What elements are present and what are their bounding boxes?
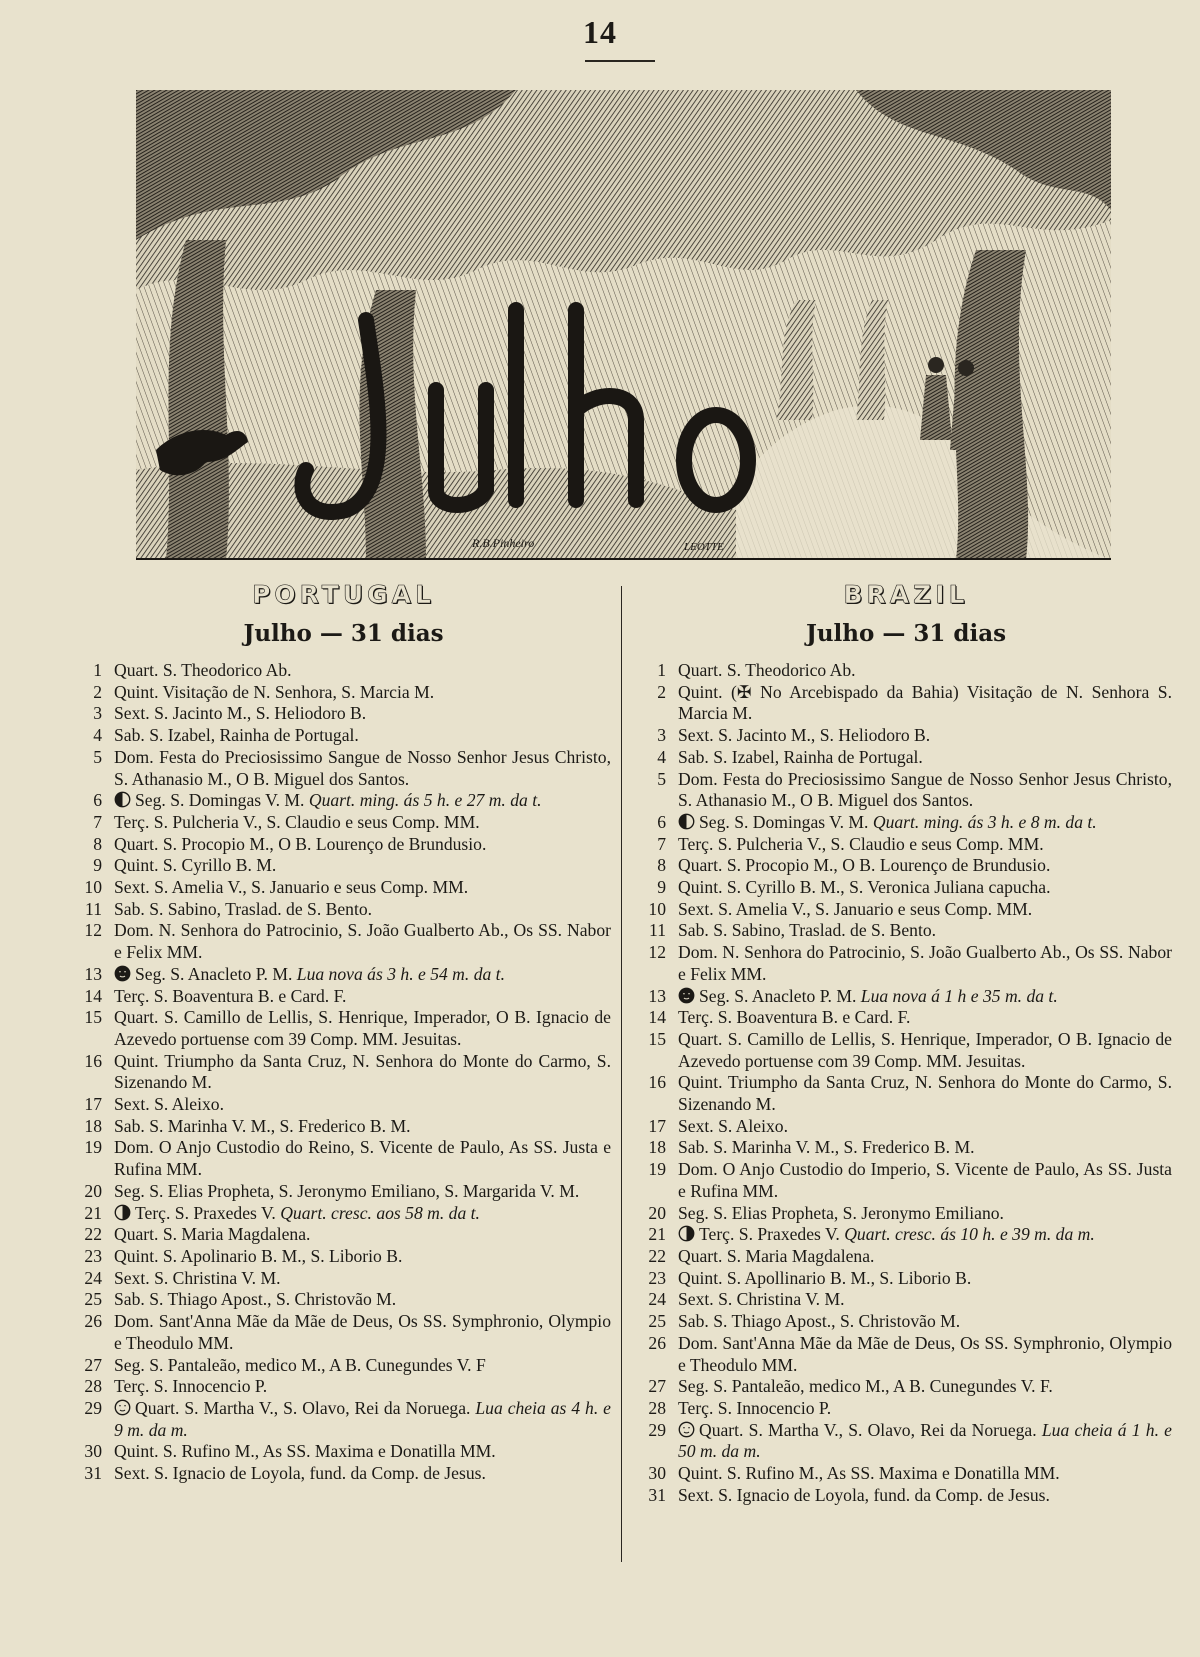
day-entry bbox=[640, 769, 1172, 812]
day-text: Dom. N. Senhora do Patrocinio, S. João Gualberto Ab., Os SS. Nabor e Felix MM. bbox=[114, 920, 611, 963]
day-text: Sext. S. Jacinto M., S. Heliodoro B. bbox=[114, 703, 367, 724]
day-text: Quart. S. Camillo de Lellis, S. Henrique, Imperador, O B. Ignacio de Azevedo portuense com 39 Comp. MM. Jesuitas. bbox=[678, 1028, 1172, 1071]
day-text: Sext. S. Aleixo. bbox=[114, 1094, 224, 1115]
day-entry bbox=[640, 660, 1172, 682]
day-number: 5 bbox=[657, 768, 666, 789]
day-number: 6 bbox=[93, 790, 102, 811]
day-text: Quart. S. Theodorico Ab. bbox=[114, 660, 292, 680]
day-text: Terç. S. Pulcheria V., S. Claudio e seus Comp. MM. bbox=[678, 833, 1044, 854]
day-text: Seg. S. Pantaleão, medico M., A B. Cunegundes V. F bbox=[114, 1354, 486, 1375]
country-heading-portugal: PORTUGAL bbox=[252, 580, 435, 609]
day-entry bbox=[640, 682, 1172, 725]
day-text: Quint. S. Apollinario B. M., S. Liborio B. bbox=[678, 1267, 972, 1288]
moon-phase-note: Quart. cresc. ás 10 h. e 39 m. da m. bbox=[844, 1224, 1095, 1245]
month-header-portugal: Julho — 31 dias bbox=[243, 620, 444, 647]
day-entry bbox=[640, 834, 1172, 856]
day-number: 7 bbox=[657, 833, 666, 854]
last-quarter-moon-icon bbox=[114, 791, 131, 808]
day-text: Quint. Triumpho da Santa Cruz, N. Senhora do Monte do Carmo, S. Sizenando M. bbox=[114, 1050, 611, 1093]
day-text: Dom. N. Senhora do Patrocinio, S. João Gualberto Ab., Os SS. Nabor e Felix MM. bbox=[678, 942, 1172, 984]
day-number: 22 bbox=[84, 1224, 102, 1245]
day-entry bbox=[640, 1376, 1172, 1398]
day-text: Dom. Sant'Anna Mãe da Mãe de Deus, Os SS. Symphronio, Olympio e Theodulo MM. bbox=[114, 1311, 611, 1353]
day-entry bbox=[640, 855, 1172, 877]
new-moon-icon bbox=[114, 965, 131, 982]
day-entry bbox=[76, 834, 611, 856]
day-text: Seg. S. Elias Propheta, S. Jeronymo Emiliano. bbox=[678, 1202, 1004, 1223]
day-entry bbox=[76, 1203, 611, 1225]
moon-phase-note: Lua nova ás 3 h. e 54 m. da t. bbox=[296, 963, 505, 984]
engraver-signature-right: LEOTTE bbox=[684, 541, 724, 553]
day-text: Quint. Triumpho da Santa Cruz, N. Senhora do Monte do Carmo, S. Sizenando M. bbox=[678, 1072, 1172, 1115]
day-entry bbox=[76, 1094, 611, 1116]
day-number: 12 bbox=[648, 942, 666, 963]
day-number: 24 bbox=[648, 1289, 666, 1310]
day-entry bbox=[640, 877, 1172, 899]
day-entry bbox=[76, 1137, 611, 1180]
day-entry bbox=[640, 1203, 1172, 1225]
day-number: 31 bbox=[84, 1463, 102, 1484]
day-number: 7 bbox=[93, 811, 102, 832]
day-text: Seg. S. Anacleto P. M. bbox=[699, 985, 857, 1006]
day-number: 25 bbox=[84, 1289, 102, 1310]
full-moon-icon bbox=[678, 1421, 695, 1438]
day-entry bbox=[640, 1311, 1172, 1333]
day-number: 28 bbox=[84, 1376, 102, 1397]
day-number: 16 bbox=[84, 1050, 102, 1071]
day-text: Sab. S. Marinha V. M., S. Frederico B. M. bbox=[114, 1115, 411, 1136]
day-number: 28 bbox=[648, 1397, 666, 1418]
day-number: 14 bbox=[648, 1007, 666, 1028]
day-number: 9 bbox=[657, 877, 666, 898]
day-entry bbox=[76, 920, 611, 963]
day-number: 31 bbox=[648, 1484, 666, 1505]
month-header-brazil: Julho — 31 dias bbox=[805, 620, 1007, 647]
day-text: Quart. S. Camillo de Lellis, S. Henrique, Imperador, O B. Ignacio de Azevedo portuense com 39 Comp. MM. Jesuitas. bbox=[114, 1007, 611, 1049]
page-number-rule bbox=[585, 60, 655, 62]
day-entry bbox=[640, 899, 1172, 921]
day-text: Quart. S. Theodorico Ab. bbox=[678, 660, 856, 680]
day-number: 16 bbox=[648, 1072, 666, 1093]
day-entry bbox=[640, 1420, 1172, 1463]
day-number: 14 bbox=[84, 985, 102, 1006]
day-entry bbox=[76, 1311, 611, 1354]
day-text: Seg. S. Domingas V. M. bbox=[699, 811, 869, 832]
day-number: 19 bbox=[648, 1159, 666, 1180]
day-entry bbox=[76, 1355, 611, 1377]
day-entry bbox=[76, 899, 611, 921]
country-heading-brazil: BRAZIL bbox=[843, 580, 969, 609]
moon-phase-note: Lua cheia á 1 h. e 50 m. da m. bbox=[678, 1419, 1172, 1462]
day-entry bbox=[76, 1181, 611, 1203]
day-number: 6 bbox=[657, 811, 666, 832]
full-moon-icon bbox=[114, 1399, 131, 1416]
day-entry bbox=[76, 725, 611, 747]
day-number: 4 bbox=[93, 725, 102, 746]
day-text: Dom. O Anjo Custodio do Imperio, S. Vicente de Paulo, As SS. Justa e Rufina MM. bbox=[678, 1159, 1172, 1201]
day-number: 10 bbox=[648, 898, 666, 919]
day-text: Quart. S. Martha V., S. Olavo, Rei da Noruega. bbox=[699, 1419, 1037, 1440]
day-text: Sext. S. Christina V. M. bbox=[114, 1267, 281, 1288]
day-entry bbox=[76, 986, 611, 1008]
day-text: Sext. S. Ignacio de Loyola, fund. da Comp. de Jesus. bbox=[114, 1463, 486, 1484]
day-number: 11 bbox=[649, 920, 666, 941]
day-entry bbox=[640, 1246, 1172, 1268]
day-number: 21 bbox=[648, 1224, 666, 1245]
day-entry bbox=[640, 1007, 1172, 1029]
column-divider bbox=[621, 586, 622, 1562]
moon-phase-note: Quart. ming. ás 5 h. e 27 m. da t. bbox=[308, 790, 542, 811]
day-entry bbox=[640, 1159, 1172, 1202]
day-text: Sext. S. Amelia V., S. Januario e seus Comp. MM. bbox=[678, 898, 1033, 919]
day-entry bbox=[76, 1268, 611, 1290]
day-number: 1 bbox=[657, 660, 666, 680]
day-text: Terç. S. Praxedes V. bbox=[135, 1202, 276, 1223]
day-entry bbox=[76, 812, 611, 834]
day-number: 30 bbox=[84, 1441, 102, 1462]
day-entry bbox=[640, 1029, 1172, 1072]
moon-phase-note: Quart. ming. ás 3 h. e 8 m. da t. bbox=[872, 811, 1097, 832]
day-number: 4 bbox=[657, 746, 666, 767]
day-text: Sext. S. Ignacio de Loyola, fund. da Comp. de Jesus. bbox=[678, 1484, 1050, 1505]
last-quarter-moon-icon bbox=[678, 813, 695, 830]
day-number: 26 bbox=[84, 1311, 102, 1332]
day-text: Dom. O Anjo Custodio do Reino, S. Vicente de Paulo, As SS. Justa e Rufina MM. bbox=[114, 1137, 611, 1180]
day-number: 15 bbox=[84, 1007, 102, 1028]
day-text: Sab. S. Thiago Apost., S. Christovão M. bbox=[114, 1289, 397, 1310]
day-entry bbox=[76, 660, 611, 682]
day-entry bbox=[640, 725, 1172, 747]
day-list-brazil bbox=[640, 660, 1172, 1506]
day-number: 29 bbox=[648, 1419, 666, 1440]
day-number: 17 bbox=[648, 1115, 666, 1136]
day-entry bbox=[76, 1441, 611, 1463]
day-entry bbox=[76, 877, 611, 899]
day-text: Quart. S. Maria Magdalena. bbox=[678, 1245, 875, 1266]
day-entry bbox=[640, 1333, 1172, 1376]
day-entry bbox=[76, 1289, 611, 1311]
day-text: Sab. S. Thiago Apost., S. Christovão M. bbox=[678, 1311, 961, 1332]
day-text: Terç. S. Innocencio P. bbox=[678, 1397, 832, 1418]
day-entry bbox=[76, 747, 611, 790]
day-number: 8 bbox=[657, 855, 666, 876]
day-entry bbox=[76, 703, 611, 725]
day-number: 9 bbox=[93, 855, 102, 876]
day-number: 26 bbox=[648, 1332, 666, 1353]
day-entry bbox=[640, 986, 1172, 1008]
day-entry bbox=[76, 1376, 611, 1398]
day-text: Dom. Festa do Preciosissimo Sangue de Nosso Senhor Jesus Christo, S. Athanasio M., O B. Miguel dos Santos. bbox=[678, 768, 1172, 811]
day-number: 12 bbox=[84, 920, 102, 941]
day-entry bbox=[640, 747, 1172, 769]
day-number: 5 bbox=[93, 746, 102, 767]
day-entry bbox=[640, 812, 1172, 834]
day-text: Quint. S. Rufino M., As SS. Maxima e Donatilla MM. bbox=[678, 1463, 1060, 1484]
day-number: 24 bbox=[84, 1267, 102, 1288]
day-number: 23 bbox=[648, 1267, 666, 1288]
day-number: 2 bbox=[93, 681, 102, 702]
day-number: 8 bbox=[93, 833, 102, 854]
day-text: Sab. S. Izabel, Rainha de Portugal. bbox=[678, 746, 923, 767]
day-text: Terç. S. Boaventura B. e Card. F. bbox=[678, 1007, 911, 1028]
day-text: Sab. S. Sabino, Traslad. de S. Bento. bbox=[114, 898, 373, 919]
day-number: 1 bbox=[93, 660, 102, 680]
day-text: Sext. S. Jacinto M., S. Heliodoro B. bbox=[678, 725, 931, 746]
day-number: 20 bbox=[84, 1180, 102, 1201]
day-text: Quart. S. Procopio M., O B. Lourenço de Brundusio. bbox=[114, 833, 487, 854]
day-number: 30 bbox=[648, 1463, 666, 1484]
first-quarter-moon-icon bbox=[114, 1204, 131, 1221]
day-text: Quint. (✠ No Arcebispado da Bahia) Visitação de N. Senhora S. Marcia M. bbox=[678, 681, 1172, 724]
day-number: 19 bbox=[84, 1137, 102, 1158]
day-number: 11 bbox=[85, 898, 102, 919]
day-entry bbox=[640, 942, 1172, 985]
day-text: Terç. S. Praxedes V. bbox=[699, 1224, 840, 1245]
first-quarter-moon-icon bbox=[678, 1225, 695, 1242]
day-entry bbox=[76, 790, 611, 812]
day-text: Quint. Visitação de N. Senhora, S. Marcia M. bbox=[114, 681, 435, 702]
brazil-column bbox=[640, 578, 1172, 1506]
day-text: Quint. S. Rufino M., As SS. Maxima e Donatilla MM. bbox=[114, 1441, 496, 1462]
day-number: 13 bbox=[84, 963, 102, 984]
day-entry bbox=[640, 1398, 1172, 1420]
moon-phase-note: Lua nova á 1 h e 35 m. da t. bbox=[860, 985, 1058, 1006]
day-number: 22 bbox=[648, 1245, 666, 1266]
page-number: 14 bbox=[583, 14, 617, 50]
day-entry bbox=[640, 1485, 1172, 1507]
day-text: Quint. S. Cyrillo B. M. bbox=[114, 855, 277, 876]
day-number: 2 bbox=[657, 681, 666, 702]
day-entry bbox=[76, 682, 611, 704]
day-text: Sab. S. Sabino, Traslad. de S. Bento. bbox=[678, 920, 937, 941]
day-text: Seg. S. Domingas V. M. bbox=[135, 790, 305, 811]
day-entry bbox=[76, 1007, 611, 1050]
day-number: 18 bbox=[84, 1115, 102, 1136]
day-text: Sext. S. Christina V. M. bbox=[678, 1289, 845, 1310]
moon-phase-note: Quart. cresc. aos 58 m. da t. bbox=[280, 1202, 480, 1223]
day-number: 3 bbox=[657, 725, 666, 746]
day-text: Quart. S. Procopio M., O B. Lourenço de Brundusio. bbox=[678, 855, 1051, 876]
day-entry bbox=[640, 1268, 1172, 1290]
day-number: 15 bbox=[648, 1028, 666, 1049]
day-number: 23 bbox=[84, 1245, 102, 1266]
day-entry bbox=[640, 1116, 1172, 1138]
day-text: Dom. Festa do Preciosissimo Sangue de Nosso Senhor Jesus Christo, S. Athanasio M., O B. Miguel dos Santos. bbox=[114, 746, 611, 789]
day-entry bbox=[76, 1246, 611, 1268]
engraver-signature-left: R.B.Pinheiro bbox=[472, 536, 535, 550]
day-entry bbox=[640, 1463, 1172, 1485]
day-text: Sab. S. Izabel, Rainha de Portugal. bbox=[114, 725, 359, 746]
day-text: Sab. S. Marinha V. M., S. Frederico B. M. bbox=[678, 1137, 975, 1158]
day-entry bbox=[76, 1051, 611, 1094]
day-entry bbox=[76, 1116, 611, 1138]
day-number: 3 bbox=[93, 703, 102, 724]
day-list-portugal bbox=[76, 660, 611, 1485]
forest-engraving-illustration bbox=[136, 90, 1111, 560]
new-moon-icon bbox=[678, 987, 695, 1004]
day-text: Quart. S. Maria Magdalena. bbox=[114, 1224, 311, 1245]
day-number: 10 bbox=[84, 877, 102, 898]
day-number: 27 bbox=[84, 1354, 102, 1375]
day-text: Seg. S. Pantaleão, medico M., A B. Cunegundes V. F. bbox=[678, 1376, 1053, 1397]
day-text: Seg. S. Anacleto P. M. bbox=[135, 963, 293, 984]
day-text: Terç. S. Boaventura B. e Card. F. bbox=[114, 985, 347, 1006]
day-text: Quart. S. Martha V., S. Olavo, Rei da Noruega. bbox=[135, 1397, 471, 1418]
day-entry bbox=[640, 1289, 1172, 1311]
day-entry bbox=[76, 855, 611, 877]
day-number: 29 bbox=[84, 1397, 102, 1418]
day-text: Sext. S. Amelia V., S. Januario e seus Comp. MM. bbox=[114, 877, 469, 898]
day-number: 18 bbox=[648, 1137, 666, 1158]
day-entry bbox=[76, 1463, 611, 1485]
day-entry bbox=[76, 964, 611, 986]
day-text: Seg. S. Elias Propheta, S. Jeronymo Emiliano, S. Margarida V. M. bbox=[114, 1180, 580, 1201]
day-entry bbox=[76, 1224, 611, 1246]
day-entry bbox=[76, 1398, 611, 1441]
day-number: 20 bbox=[648, 1202, 666, 1223]
portugal-column bbox=[76, 578, 611, 1485]
day-entry bbox=[640, 1072, 1172, 1115]
day-number: 27 bbox=[648, 1376, 666, 1397]
day-entry bbox=[640, 1137, 1172, 1159]
day-number: 25 bbox=[648, 1311, 666, 1332]
day-number: 13 bbox=[648, 985, 666, 1006]
day-text: Terç. S. Innocencio P. bbox=[114, 1376, 268, 1397]
day-number: 17 bbox=[84, 1094, 102, 1115]
day-text: Sext. S. Aleixo. bbox=[678, 1115, 788, 1136]
day-number: 21 bbox=[84, 1202, 102, 1223]
day-text: Terç. S. Pulcheria V., S. Claudio e seus Comp. MM. bbox=[114, 811, 480, 832]
day-text: Quint. S. Cyrillo B. M., S. Veronica Juliana capucha. bbox=[678, 877, 1051, 898]
moon-phase-note: Lua cheia as 4 h. e 9 m. da m. bbox=[114, 1397, 611, 1440]
day-text: Dom. Sant'Anna Mãe da Mãe de Deus, Os SS. Symphronio, Olympio e Theodulo MM. bbox=[678, 1332, 1172, 1375]
day-text: Quint. S. Apolinario B. M., S. Liborio B. bbox=[114, 1245, 403, 1266]
day-entry bbox=[640, 920, 1172, 942]
day-entry bbox=[640, 1224, 1172, 1246]
